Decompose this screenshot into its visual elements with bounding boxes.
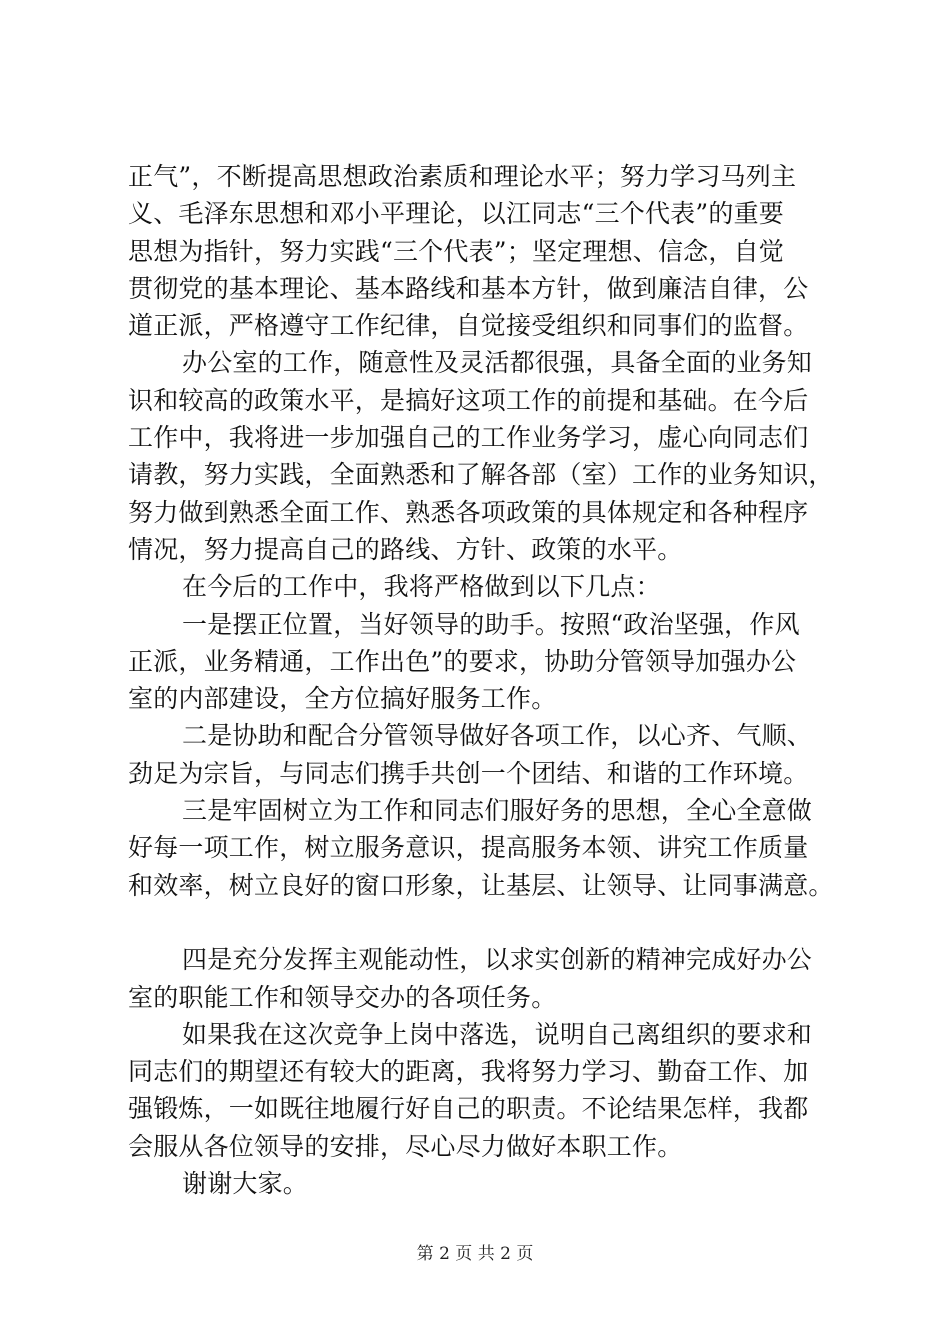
text-line: 识和较高的政策水平，是搞好这项工作的前提和基础。在今后	[128, 385, 809, 415]
text-line: 好每一项工作，树立服务意识，提高服务本领、讲究工作质量	[128, 833, 809, 863]
paragraph-first-line: 三是牢固树立为工作和同志们服好务的思想，全心全意做	[182, 796, 813, 826]
blank-line	[128, 904, 848, 941]
paragraph-first-line: 谢谢大家。	[182, 1169, 309, 1199]
text-line: 同志们的期望还有较大的距离，我将努力学习、勤奋工作、加	[128, 1057, 809, 1087]
text-line: 贯彻党的基本理论、基本路线和基本方针，做到廉洁自律，公	[128, 273, 809, 303]
text-line: 和效率，树立良好的窗口形象，让基层、让领导、让同事满意。	[128, 870, 834, 900]
paragraph-first-line: 办公室的工作，随意性及灵活都很强，具备全面的业务知	[182, 348, 813, 378]
text-line: 正气”，不断提高思想政治素质和理论水平；努力学习马列主	[128, 162, 797, 191]
paragraph-first-line: 一是摆正位置，当好领导的助手。按照“政治坚强，作风	[182, 609, 800, 639]
text-line: 请教，努力实践，全面熟悉和了解各部（室）工作的业务知识，	[128, 460, 834, 490]
document-body	[128, 158, 848, 1202]
text-line: 强锻炼，一如既往地履行好自己的职责。不论结果怎样，我都	[128, 1094, 809, 1124]
text-line: 会服从各位领导的安排，尽心尽力做好本职工作。	[128, 1131, 683, 1161]
text-line: 思想为指针，努力实践“三个代表”；坚定理想、信念，自觉	[128, 236, 784, 266]
text-line: 室的内部建设，全方位搞好服务工作。	[128, 684, 557, 714]
paragraph-first-line: 四是充分发挥主观能动性，以求实创新的精神完成好办公	[182, 945, 813, 975]
text-line: 劲足为宗旨，与同志们携手共创一个团结、和谐的工作环境。	[128, 758, 809, 788]
text-line: 努力做到熟悉全面工作、熟悉各项政策的具体规定和各种程序	[128, 497, 809, 527]
text-line: 义、毛泽东思想和邓小平理论，以江同志“三个代表”的重要	[128, 199, 784, 229]
text-line: 正派，业务精通，工作出色”的要求，协助分管领导加强办公	[128, 646, 797, 676]
page-number: 第 2 页 共 2 页	[416, 1244, 534, 1264]
text-line: 情况，努力提高自己的路线、方针、政策的水平。	[128, 534, 683, 564]
paragraph-first-line: 二是协助和配合分管领导做好各项工作，以心齐、气顺、	[182, 721, 813, 751]
paragraph-first-line: 在今后的工作中，我将严格做到以下几点：	[182, 572, 661, 602]
text-line: 室的职能工作和领导交办的各项任务。	[128, 982, 557, 1012]
paragraph-first-line: 如果我在这次竞争上岗中落选，说明自己离组织的要求和	[182, 1019, 813, 1049]
page-footer	[0, 1242, 950, 1266]
text-line: 工作中，我将进一步加强自己的工作业务学习，虚心向同志们	[128, 423, 809, 453]
text-line: 道正派，严格遵守工作纪律，自觉接受组织和同事们的监督。	[128, 311, 809, 341]
